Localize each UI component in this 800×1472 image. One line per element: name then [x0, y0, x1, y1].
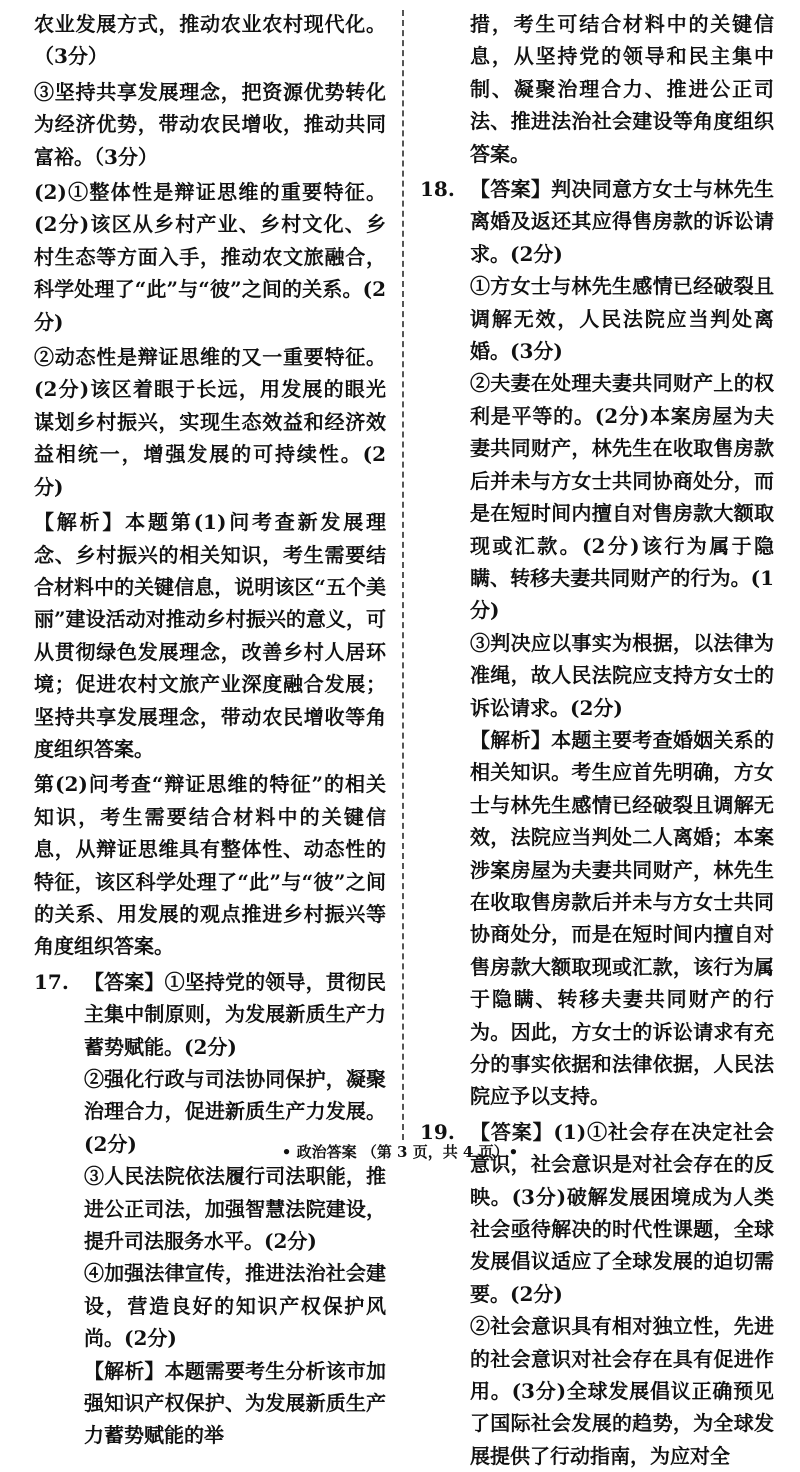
question-18 — [420, 173, 774, 270]
question-18-answer-2: ①方女士与林先生感情已经破裂且调解无效，人民法院应当判处离婚。(3分) — [470, 274, 774, 364]
question-18-answer-4: ③判决应以事实为根据，以法律为准绳，故人民法院应支持方女士的诉讼请求。(2分) — [470, 630, 774, 720]
question-18-number: 18. — [420, 177, 455, 202]
left-paragraph-2: ③坚持共享发展理念，把资源优势转化为经济优势，带动农民增收，推动共同富裕。（3分） — [34, 79, 386, 169]
question-17-answer-2: ②强化行政与司法协同保护，凝聚治理合力，促进新质生产力发展。(2分) — [84, 1067, 386, 1156]
question-19-number: 19. — [420, 1119, 455, 1144]
question-18-analysis: 【解析】本题主要考查婚姻关系的相关知识。考生应首先明确，方女士与林先生感情已经破裂且调解无效，法院应当判处二人离婚；本案涉案房屋为夫妻共同财产，林先生在收取售房款后并未与方女士共同协商处分，而是在短时间内擅自对售房款大额取现或汇款，该行为属于隐瞒、转移夫妻共同财产的行为。因此，方女士的诉讼请求有充分的事实依据和法律依据，人民法院应予以支持。 — [470, 727, 774, 1109]
question-17-answer-3: ③人民法院依法履行司法职能，推进公正司法，加强智慧法院建设，提升司法服务水平。(2分) — [84, 1164, 386, 1254]
question-19-answer-1: 【答案】(1)①社会存在决定社会意识，社会意识是对社会存在的反映。(3分)破解发展困境成为人类社会亟待解决的时代性课题，全球发展倡议适应了全球发展的迫切需要。(2分) — [470, 1119, 774, 1306]
left-column — [34, 8, 386, 1452]
column-divider — [402, 10, 404, 1140]
question-17-answer-1: 【答案】①坚持党的领导，贯彻民主集中制原则，为发展新质生产力蓄势赋能。(2分) — [84, 969, 386, 1059]
q16-analysis-2: 第(2)问考查“辩证思维的特征”的相关知识，考生需要结合材料中的关键信息，从辩证思维具有整体性、动态性的特征，该区科学处理了“此”与“彼”之间的关系、用发展的观点推进乡村振兴等角度组织答案。 — [34, 772, 386, 959]
q16-analysis-1: 【解析】本题第(1)问考查新发展理念、乡村振兴的相关知识，考生需要结合材料中的关键信息，说明该区“五个美丽”建设活动对推动乡村振兴的意义，可从贯彻绿色发展理念，改善乡村人居环境；促进农村文旅产业深度融合发展；坚持共享发展理念，带动农民增收等角度组织答案。 — [34, 510, 386, 761]
left-paragraph-1: 农业发展方式，推动农业农村现代化。（3分） — [34, 12, 386, 69]
question-18-answer-3: ②夫妻在处理夫妻共同财产上的权利是平等的。(2分)本案房屋为夫妻共同财产，林先生在收取售房款后并未与方女士共同协商处分，而是在短时间内擅自对售房款大额取现或汇款。(2分)该行为属于隐瞒、转移夫妻共同财产的行为。(1分) — [470, 371, 774, 623]
question-17-number: 17. — [34, 969, 69, 994]
question-18-answer-1: 【答案】判决同意方女士与林先生离婚及返还其应得售房款的诉讼请求。(2分) — [470, 177, 774, 266]
question-17 — [34, 966, 386, 1063]
left-paragraph-3: (2)①整体性是辩证思维的重要特征。(2分)该区从乡村产业、乡村文化、乡村生态等方面入手，推动农文旅融合，科学处理了“此”与“彼”之间的关系。(2分) — [34, 180, 386, 334]
question-17-analysis-cont: 措，考生可结合材料中的关键信息，从坚持党的领导和民主集中制、凝聚治理合力、推进公正司法、推进法治社会建设等角度组织答案。 — [470, 12, 774, 166]
page-footer: • 政治答案 （第 3 页，共 4 页）• — [281, 1143, 519, 1161]
question-19-answer-2: ②社会意识具有相对独立性，先进的社会意识对社会存在具有促进作用。(3分)全球发展倡议正确预见了国际社会发展的趋势，为全球发展提供了行动指南，为应对全 — [470, 1314, 774, 1468]
question-17-answer-4: ④加强法律宣传，推进法治社会建设，营造良好的知识产权保护风尚。(2分) — [84, 1261, 386, 1351]
left-paragraph-4: ②动态性是辩证思维的又一重要特征。(2分)该区着眼于长远，用发展的眼光谋划乡村振兴，实现生态效益和经济效益相统一，增强发展的可持续性。(2分) — [34, 345, 386, 499]
right-column — [420, 8, 774, 1472]
question-17-analysis: 【解析】本题需要考生分析该市加强知识产权保护、为发展新质生产力蓄势赋能的举 — [84, 1358, 386, 1448]
